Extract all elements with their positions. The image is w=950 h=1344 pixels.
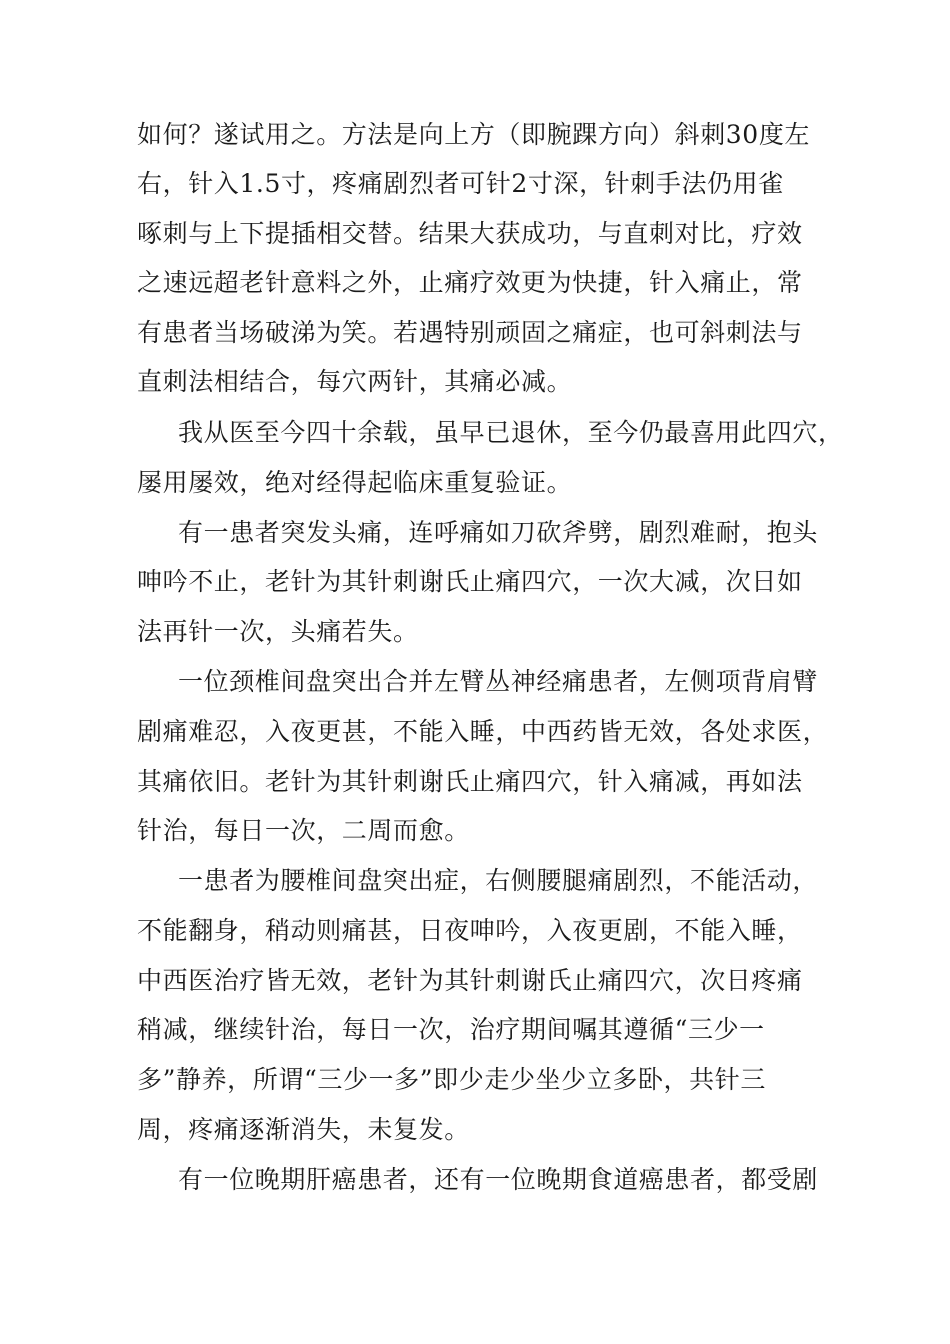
text-line: 针治，每日一次，二周而愈。	[137, 816, 470, 845]
paragraph-first-line: 有一患者突发头痛，连呼痛如刀砍斧劈，剧烈难耐，抱头	[178, 518, 819, 547]
text-line: 啄刺与上下提插相交替。结果大获成功，与直刺对比，疗效	[137, 219, 803, 248]
text-line: 法再针一次，头痛若失。	[137, 617, 419, 646]
text-line: 有患者当场破涕为笑。若遇特别顽固之痛症，也可斜刺法与	[137, 318, 803, 347]
text-line: 右，针入1.5寸，疼痛剧烈者可针2寸深，针刺手法仍用雀	[137, 169, 784, 198]
text-line: 直刺法相结合，每穴两针，其痛必减。	[137, 367, 573, 396]
text-line: 屡用屡效，绝对经得起临床重复验证。	[137, 468, 573, 497]
text-line: 呻吟不止，老针为其针刺谢氏止痛四穴，一次大减，次日如	[137, 567, 803, 596]
text-line: 不能翻身，稍动则痛甚，日夜呻吟，入夜更剧，不能入睡，	[137, 916, 803, 945]
text-line: 其痛依旧。老针为其针刺谢氏止痛四穴，针入痛减，再如法	[137, 767, 803, 796]
text-line: 中西医治疗皆无效，老针为其针刺谢氏止痛四穴，次日疼痛	[137, 966, 803, 995]
text-line: 多”静养，所谓“三少一多”即少走少坐少立多卧，共针三	[137, 1065, 766, 1094]
text-line: 稍减，继续针治，每日一次，治疗期间嘱其遵循“三少一	[137, 1015, 765, 1044]
paragraph-first-line: 我从医至今四十余载，虽早已退休，至今仍最喜用此四穴，	[178, 418, 844, 447]
text-line: 周，疼痛逐渐消失，未复发。	[137, 1115, 470, 1144]
paragraph-first-line: 有一位晚期肝癌患者，还有一位晚期食道癌患者，都受剧	[178, 1165, 819, 1194]
text-line: 剧痛难忍，入夜更甚，不能入睡，中西药皆无效，各处求医，	[137, 717, 829, 746]
text-line: 之速远超老针意料之外，止痛疗效更为快捷，针入痛止，常	[137, 268, 803, 297]
paragraph-first-line: 一患者为腰椎间盘突出症，右侧腰腿痛剧烈，不能活动，	[178, 866, 819, 895]
text-line: 如何？遂试用之。方法是向上方（即腕踝方向）斜刺30度左	[137, 120, 811, 149]
paragraph-first-line: 一位颈椎间盘突出合并左臂丛神经痛患者，左侧项背肩臂	[178, 667, 819, 696]
